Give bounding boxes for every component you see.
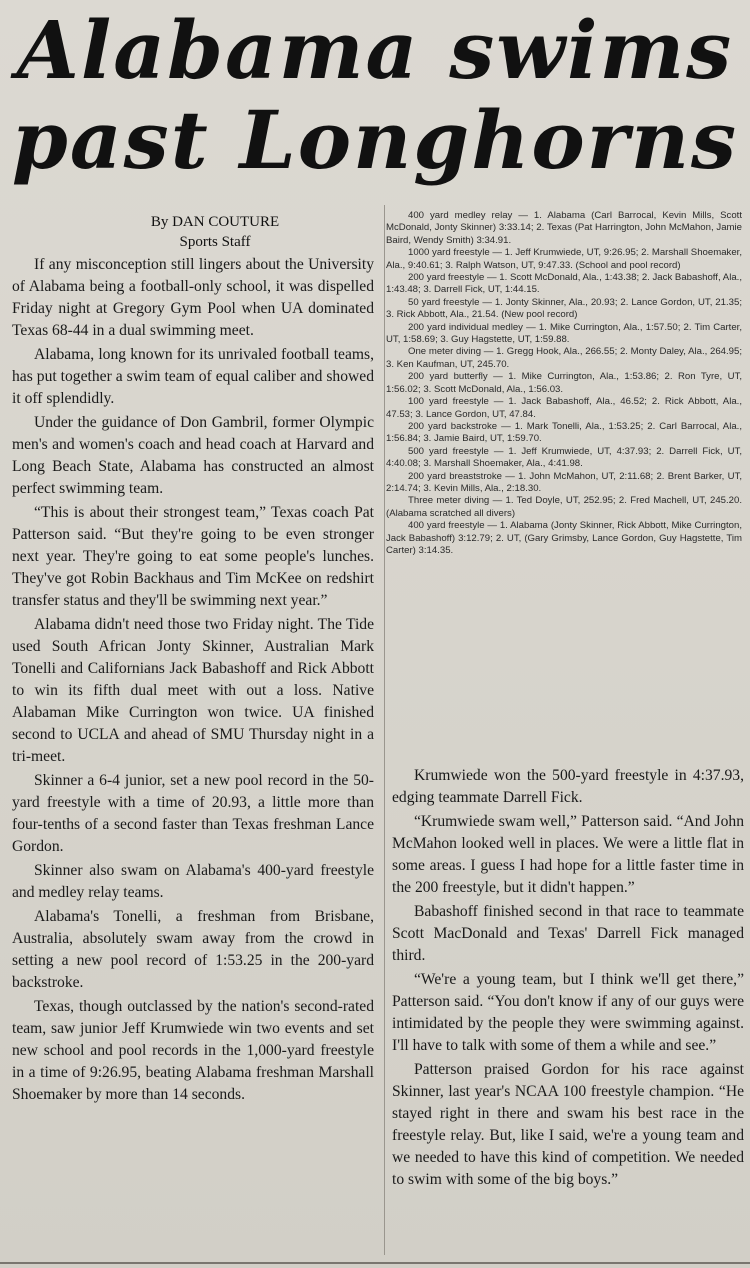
article-paragraph: Alabama, long known for its unrivaled football teams, has put together a swim team of equal caliber and showed it off splendidly. <box>12 346 374 407</box>
meet-results-box <box>386 210 742 557</box>
article-paragraph: “Krumwiede swam well,” Patterson said. “And John McMahon looked well in places. We were a little flat in some areas. I guess I had hope for a little faster time in the 200 freestyle, but it didn't happen.” <box>392 813 744 896</box>
byline-staff: Sports Staff <box>179 234 251 250</box>
article-paragraph: Patterson praised Gordon for his race against Skinner, last year's NCAA 100 freestyle champion. “He stayed right in there and swam his best race in the freestyle relay. But, like I said, we're a young team and we needed to have this kind of competition. We needed to swim with some of the big boys.” <box>392 1061 744 1188</box>
result-line: 200 yard individual medley — 1. Mike Currington, Ala., 1:57.50; 2. Tim Carter, UT, 1:58.69; 3. Guy Hagstette, UT, 1:59.88. <box>386 321 742 346</box>
result-line: 400 yard freestyle — 1. Alabama (Jonty Skinner, Rick Abbott, Mike Currington, Jack Babashoff) 3:12.79; 2. UT, (Gary Grimsby, Lance Gordon, Guy Hagstette, Tim Carter) 3:14.35. <box>386 520 742 556</box>
column-divider <box>384 205 385 1255</box>
result-line: 1000 yard freestyle — 1. Jeff Krumwiede, UT, 9:26.95; 2. Marshall Shoemaker, Ala., 9:40.61; 3. Ralph Watson, UT, 9:47.33. (School and pool record) <box>386 247 742 271</box>
result-line: 100 yard freestyle — 1. Jack Babashoff, Ala., 46.52; 2. Rick Abbott, Ala., 47.53; 3. Lance Gordon, UT, 47.84. <box>386 396 742 420</box>
result-line: 50 yard freestyle — 1. Jonty Skinner, Ala., 20.93; 2. Lance Gordon, UT, 21.35; 3. Rick Abbott, Ala., 21.54. (New pool record) <box>386 296 742 321</box>
article-left-column <box>12 254 374 1108</box>
result-line: Three meter diving — 1. Ted Doyle, UT, 252.95; 2. Fred Machell, UT, 245.20. (Alabama scratched all divers) <box>386 495 742 519</box>
article-paragraph: Babashoff finished second in that race to teammate Scott MacDonald and Texas' Darrell Fick managed third. <box>392 903 744 964</box>
result-line: 200 yard backstroke — 1. Mark Tonelli, Ala., 1:53.25; 2. Carl Barrocal, Ala., 1:56.84; 3. Jamie Baird, UT, 1:59.70. <box>386 420 742 445</box>
article-paragraph: Skinner also swam on Alabama's 400-yard freestyle and medley relay teams. <box>12 862 374 901</box>
article-paragraph: “This is about their strongest team,” Texas coach Pat Patterson said. “But they're going to be even stronger next year. They're going to eat some people's lunches. They've got Robin Backhaus and Tim McKee on redshirt transfer status and they'll be swimming next year.” <box>12 504 374 609</box>
article-paragraph: If any misconception still lingers about the University of Alabama being a football-only school, it was dispelled Friday night at Gregory Gym Pool when UA dominated Texas 68-44 in a dual swimming meet. <box>12 256 374 339</box>
headline-line-1: Alabama swims <box>16 3 734 97</box>
article-paragraph: Texas, though outclassed by the nation's second-rated team, saw junior Jeff Krumwiede win two events and set new school and pool records in the 1,000-yard freestyle in a time of 9:26.95, beating Alabama freshman Marshall Shoemaker by more than 14 seconds. <box>12 998 374 1103</box>
result-line: 500 yard freestyle — 1. Jeff Krumwiede, UT, 4:37.93; 2. Darrell Fick, UT, 4:40.08; 3. Marshall Shoemaker, Ala., 4:41.98. <box>386 445 742 470</box>
headline-line-2: past Longhorns <box>11 93 739 187</box>
result-line: 400 yard medley relay — 1. Alabama (Carl Barrocal, Kevin Mills, Scott McDonald, Jonty Skinner) 3:33.14; 2. Texas (Pat Harrington, John McMahon, Jamie Baird, Wendy Smith) 3:34.91. <box>386 210 742 246</box>
result-line: 200 yard breaststroke — 1. John McMahon, UT, 2:11.68; 2. Brent Barker, UT, 2:14.74; 3. Kevin Mills, Ala., 2:18.30. <box>386 470 742 494</box>
result-line: 200 yard butterfly — 1. Mike Currington, Ala., 1:53.86; 2. Ron Tyre, UT, 1:56.02; 3. Scott McDonald, Ala., 1:56.03. <box>386 371 742 395</box>
article-paragraph: “We're a young team, but I think we'll get there,” Patterson said. “You don't know if any of our guys were intimidated by the people they were swimming against. I'll have to talk with some of them a while and see.” <box>392 971 744 1054</box>
article-paragraph: Alabama's Tonelli, a freshman from Brisbane, Australia, absolutely swam away from the crowd in setting a new pool record of 1:53.25 in the 200-yard backstroke. <box>12 908 374 991</box>
result-line: 200 yard freestyle — 1. Scott McDonald, Ala., 1:43.38; 2. Jack Babashoff, Ala., 1:43.48; 3. Darrell Fick, UT, 1:44.15. <box>386 272 742 296</box>
article-paragraph: Krumwiede won the 500-yard freestyle in 4:37.93, edging teammate Darrell Fick. <box>392 767 744 806</box>
article-paragraph: Skinner a 6-4 junior, set a new pool record in the 50-yard freestyle with a time of 20.93, a little more than four-tenths of a second faster than Texas freshman Lance Gordon. <box>12 772 374 855</box>
result-line: One meter diving — 1. Gregg Hook, Ala., 266.55; 2. Monty Daley, Ala., 264.95; 3. Ken Kaufman, UT, 245.70. <box>386 346 742 370</box>
bottom-edge <box>0 1262 750 1264</box>
article-right-column <box>392 765 744 1193</box>
article-paragraph: Under the guidance of Don Gambril, former Olympic men's and women's coach and head coach at Harvard and Long Beach State, Alabama has constructed an almost perfect swimming team. <box>12 414 374 497</box>
article-paragraph: Alabama didn't need those two Friday night. The Tide used South African Jonty Skinner, Australian Mark Tonelli and Californians Jack Babashoff and Rick Abbott to win its fifth dual meet with out a loss. Native Alabaman Mike Currington won twice. UA finished second to UCLA and ahead of SMU Thursday night in a tri-meet. <box>12 616 374 765</box>
byline-author: By DAN COUTURE <box>150 214 280 230</box>
